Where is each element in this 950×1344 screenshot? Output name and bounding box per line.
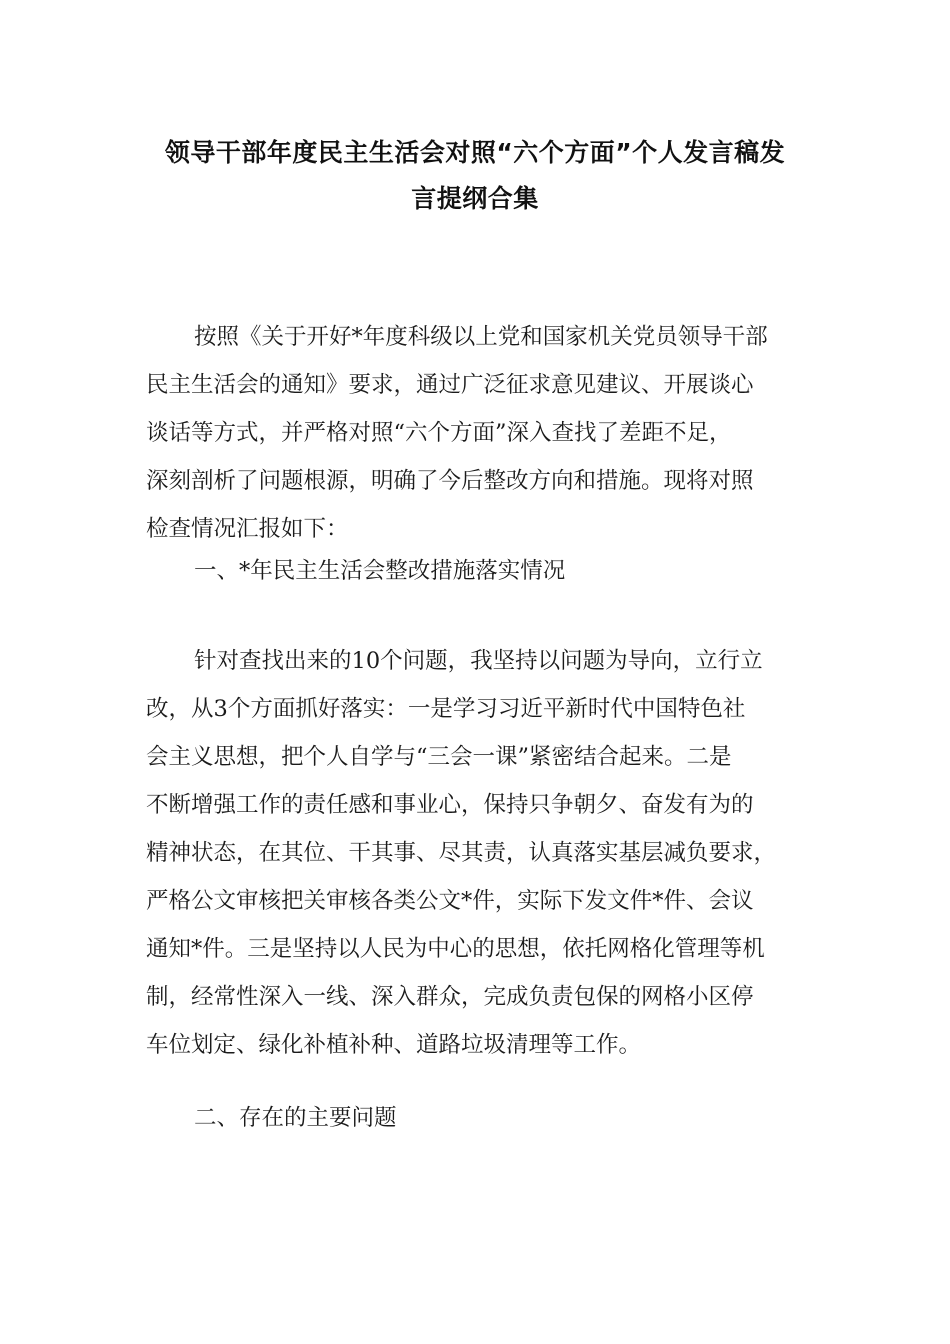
- paragraph-line: 会主义思想，把个人自学与“三会一课”紧密结合起来。二是: [146, 744, 732, 770]
- paragraph-line: 按照《关于开好*年度科级以上党和国家机关党员领导干部: [194, 324, 768, 350]
- heading-line: 一、*年民主生活会整改措施落实情况: [194, 558, 566, 584]
- paragraph-line: 精神状态，在其位、干其事、尽其责，认真落实基层减负要求，: [146, 840, 777, 866]
- paragraph-line: 通知*件。三是坚持以人民为中心的思想，依托网格化管理等机: [146, 936, 765, 962]
- paragraph-line: 不断增强工作的责任感和事业心，保持只争朝夕、奋发有为的: [146, 792, 754, 818]
- section-heading-1: [146, 547, 806, 595]
- title-line: 言提纲合集: [411, 184, 539, 213]
- document-title: [150, 130, 800, 222]
- paragraph-line: 制，经常性深入一线、深入群众，完成负责包保的网格小区停: [146, 984, 754, 1010]
- section-heading-2: [146, 1094, 806, 1142]
- section1-paragraph: [146, 637, 806, 1069]
- paragraph-line: 改，从3个方面抓好落实：一是学习习近平新时代中国特色社: [146, 696, 746, 722]
- title-line: 领导干部年度民主生活会对照“六个方面”个人发言稿发: [164, 138, 786, 167]
- paragraph-line: 检查情况汇报如下：: [146, 516, 349, 542]
- paragraph-line: 针对查找出来的10个问题，我坚持以问题为导向，立行立: [194, 648, 763, 674]
- paragraph-line: 民主生活会的通知》要求，通过广泛征求意见建议、开展谈心: [146, 372, 754, 398]
- paragraph-line: 车位划定、绿化补植补种、道路垃圾清理等工作。: [146, 1032, 642, 1058]
- paragraph-line: 严格公文审核把关审核各类公文*件，实际下发文件*件、会议: [146, 888, 754, 914]
- heading-line: 二、存在的主要问题: [194, 1105, 397, 1131]
- paragraph-line: 谈话等方式，并严格对照“六个方面”深入查找了差距不足，: [146, 420, 732, 446]
- intro-paragraph: [146, 313, 806, 553]
- paragraph-line: 深刻剖析了问题根源，明确了今后整改方向和措施。现将对照: [146, 468, 754, 494]
